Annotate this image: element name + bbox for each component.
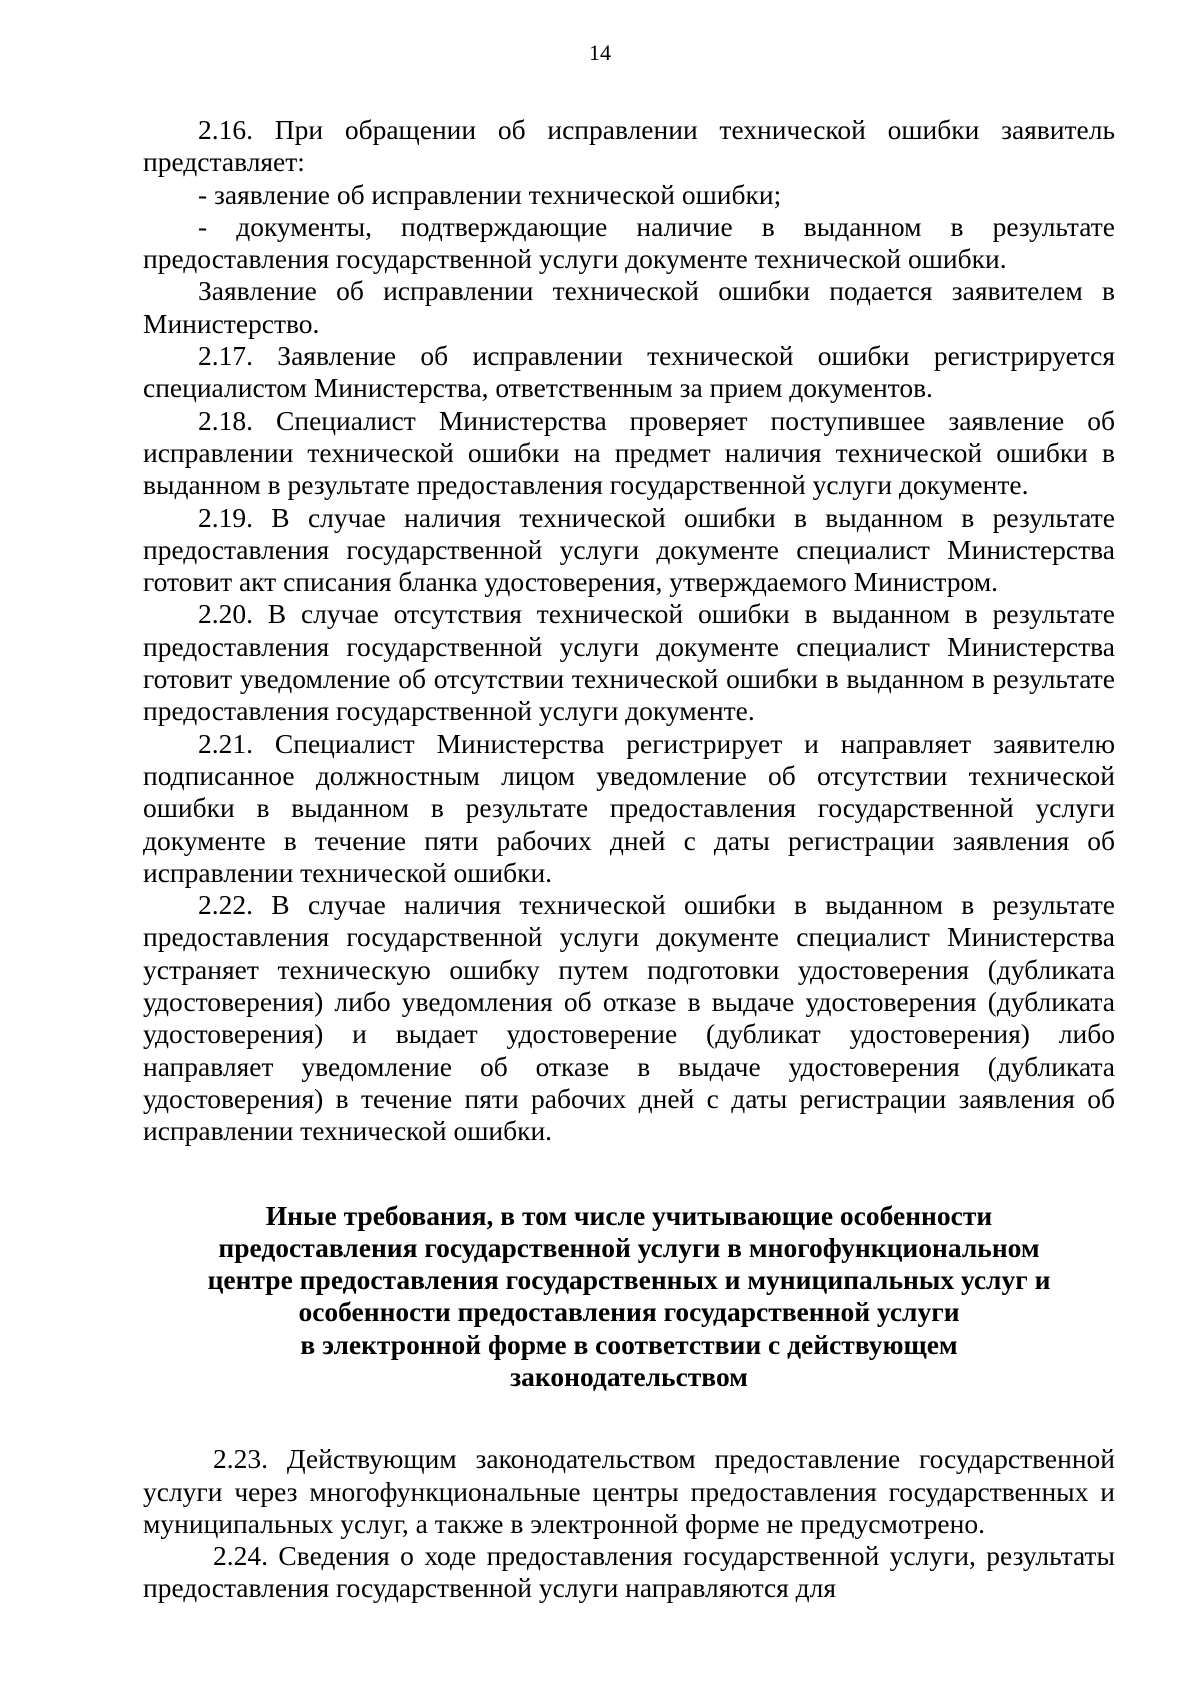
heading-line: законодательством	[510, 1360, 748, 1392]
paragraph-2-19: 2.19. В случае наличия технической ошибки в выданном в результате предоставления государственной услуги документе специалист Министерства готовит акт списания бланка удостоверения, утверждаемого Министром.	[143, 501, 1115, 598]
paragraph-2-24: 2.24. Сведения о ходе предоставления государственной услуги, результаты предоставления государственной услуги направляются для	[143, 1540, 1115, 1604]
paragraph-2-17: 2.17. Заявление об исправлении технической ошибки регистрируется специалистом Министерства, ответственным за прием документов.	[143, 340, 1115, 404]
paragraph-2-16: 2.16. При обращении об исправлении технической ошибки заявитель представляет:	[143, 114, 1115, 178]
heading-line: в электронной форме в соответствии с действующем	[300, 1328, 958, 1360]
heading-line: предоставления государственной услуги в многофункциональном	[218, 1231, 1040, 1263]
page-number: 14	[589, 40, 611, 65]
section-body	[143, 1443, 1115, 1604]
heading-line: Иные требования, в том числе учитывающие особенности	[265, 1199, 993, 1231]
list-item-documents: - документы, подтверждающие наличие в выданном в результате предоставления государственной услуги документе технической ошибки.	[143, 210, 1115, 275]
heading-line: особенности предоставления государственной услуги	[298, 1296, 960, 1328]
list-item-application: - заявление об исправлении технической ошибки;	[198, 178, 782, 210]
heading-line: центре предоставления государственных и муниципальных услуг и	[207, 1264, 1051, 1296]
section-heading	[143, 1200, 1115, 1394]
paragraph-2-18: 2.18. Специалист Министерства проверяет поступившее заявление об исправлении технической ошибки на предмет наличия технической ошибки в выданном в результате предоставления государственной услуги документе.	[143, 404, 1115, 501]
paragraph-application-submission: Заявление об исправлении технической ошибки подается заявителем в Министерство.	[143, 275, 1115, 339]
paragraph-2-20: 2.20. В случае отсутствия технической ошибки в выданном в результате предоставления государственной услуги документе специалист Министерства готовит уведомление об отсутствии технической ошибки в выданном в результате предоставления государственной услуги документе.	[143, 598, 1115, 727]
document-body	[143, 114, 1115, 1605]
paragraph-2-21: 2.21. Специалист Министерства регистрирует и направляет заявителю подписанное должностным лицом уведомление об отсутствии технической ошибки в выданном в результате предоставления государственной услуги документе в течение пяти рабочих дней с даты регистрации заявления об исправлении технической ошибки.	[143, 727, 1115, 888]
paragraph-2-23: 2.23. Действующим законодательством предоставление государственной услуги через многофункциональные центры предоставления государственных и муниципальных услуг, а также в электронной форме не предусмотрено.	[143, 1443, 1115, 1539]
paragraph-2-22: 2.22. В случае наличия технической ошибки в выданном в результате предоставления государственной услуги документе специалист Министерства устраняет техническую ошибку путем подготовки удостоверения (дубликата удостоверения) либо уведомления об отказе в выдаче удостоверения (дубликата удостоверения) и выдает удостоверение (дубликат удостоверения) либо направляет уведомление об отказе в выдаче удостоверения (дубликата удостоверения) в течение пяти рабочих дней с даты регистрации заявления об исправлении технической ошибки.	[143, 889, 1115, 1147]
